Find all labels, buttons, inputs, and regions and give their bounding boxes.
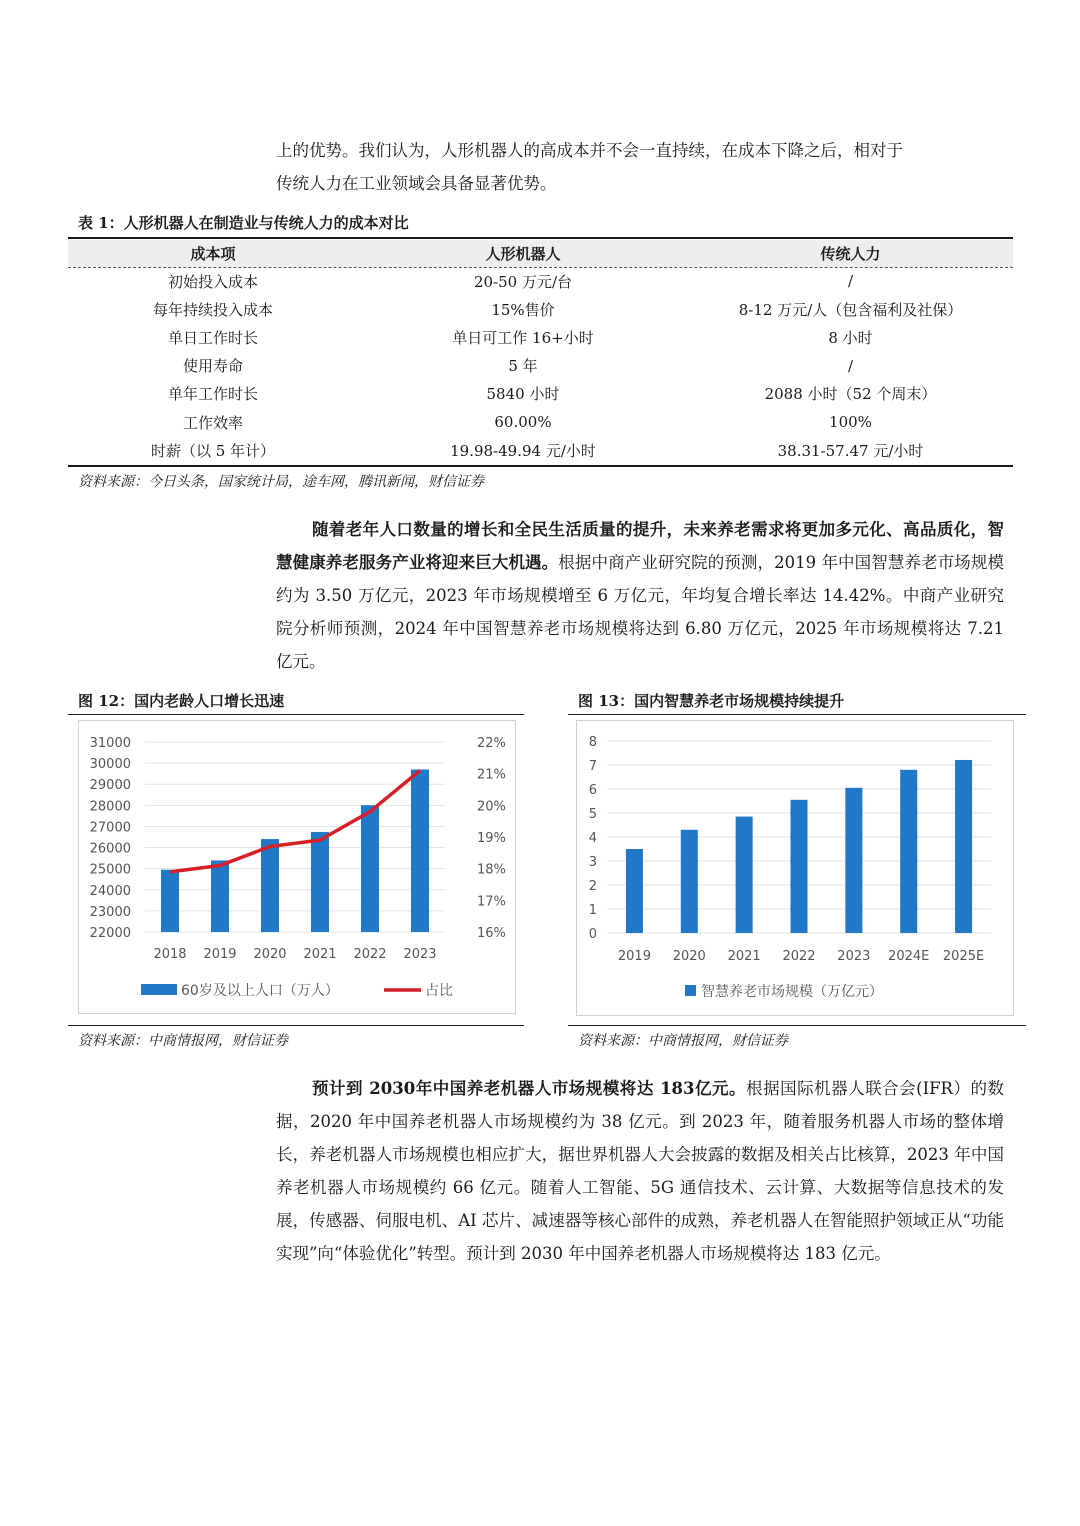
intro-line-1: 上的优势。我们认为，人形机器人的高成本并不会一直持续，在成本下降之后，相对于 bbox=[276, 141, 903, 160]
x-tick-label: 2020 bbox=[672, 949, 706, 964]
table-cell: 20-50 万元/台 bbox=[473, 272, 573, 291]
y2-tick-label: 21% bbox=[477, 767, 506, 783]
legend-label-bar: 60岁及以上人口（万人） bbox=[181, 983, 339, 999]
y-tick-label: 22000 bbox=[89, 926, 131, 941]
y-tick-label: 23000 bbox=[89, 904, 131, 920]
table-cell: 单日可工作 16+小时 bbox=[452, 328, 594, 347]
x-tick-label: 2025E bbox=[942, 949, 985, 964]
table-cell: 单日工作时长 bbox=[167, 328, 258, 347]
table-cell: / bbox=[847, 272, 854, 291]
legend-swatch-bar bbox=[141, 984, 177, 995]
table-cell: 15%售价 bbox=[491, 300, 555, 319]
y-tick-label: 27000 bbox=[89, 820, 131, 836]
x-tick-label: 2022 bbox=[782, 949, 816, 964]
paragraph-bold-lead: 预计到 2030年中国养老机器人市场规模将达 183亿元。 bbox=[312, 1079, 747, 1098]
table-cell: 100% bbox=[829, 413, 872, 432]
table-cell: / bbox=[847, 356, 854, 375]
chart-elderly-population bbox=[78, 720, 516, 1014]
y-tick-label: 7 bbox=[588, 759, 597, 774]
y-tick-label: 2 bbox=[588, 879, 597, 894]
figure-13-source: 资料来源：中商情报网，财信证券 bbox=[578, 1033, 788, 1049]
table-row bbox=[68, 352, 1013, 380]
bar bbox=[161, 870, 179, 932]
x-tick-label: 2018 bbox=[153, 947, 187, 962]
series-line bbox=[170, 771, 420, 872]
table-cell: 5840 小时 bbox=[486, 385, 560, 404]
paragraph-elderly-robot-market bbox=[276, 1072, 1004, 1270]
table-cell: 初始投入成本 bbox=[167, 272, 258, 291]
x-tick-label: 2022 bbox=[353, 947, 387, 962]
bar bbox=[845, 788, 862, 933]
bar bbox=[626, 849, 643, 933]
y2-tick-label: 22% bbox=[477, 736, 506, 751]
table-row bbox=[68, 436, 1013, 464]
y-tick-label: 30000 bbox=[89, 757, 131, 773]
table-cell: 每年持续投入成本 bbox=[152, 300, 273, 319]
table-row bbox=[68, 380, 1013, 408]
bar bbox=[955, 760, 972, 933]
x-tick-label: 2021 bbox=[727, 949, 761, 964]
header-cell: 传统人力 bbox=[688, 240, 1013, 267]
x-tick-label: 2023 bbox=[837, 949, 871, 964]
table-row bbox=[68, 408, 1013, 436]
y2-tick-label: 17% bbox=[477, 894, 506, 910]
paragraph-body: 根据国际机器人联合会(IFR）的数据，2020 年中国养老机器人市场规模约为 38 亿元。到 2023 年，随着服务机器人市场的整体增长，养老机器人市场规模也相应扩大，据世界机器人大会披露的数据及相关占比核算，2023 年中国养老机器人市场规模约 66 亿元。随着人工智能、5G 通信技术、云计算、大数据等信息技术的发展，传感器、伺服电机、AI 芯片、减速器等核心部件的成熟，养老机器人在智能照护领域正从“功能实现”向“体验优化”转型。预计到 2030 年中国养老机器人市场规模将达 183 亿元。 bbox=[276, 1079, 1004, 1263]
x-tick-label: 2019 bbox=[203, 947, 237, 962]
table-source: 资料来源：今日头条，国家统计局，途车网，腾讯新闻，财信证券 bbox=[78, 474, 484, 490]
table-cell: 8-12 万元/人（包含福利及社保） bbox=[738, 300, 963, 319]
table-cell: 5 年 bbox=[508, 357, 538, 376]
x-tick-label: 2023 bbox=[403, 947, 437, 962]
y-tick-label: 6 bbox=[588, 783, 597, 798]
table-top-rule bbox=[68, 237, 1013, 239]
legend-label-line: 占比 bbox=[425, 983, 453, 999]
x-tick-label: 2021 bbox=[303, 947, 337, 962]
figure-12-rule bbox=[68, 714, 524, 715]
legend-swatch-bar bbox=[685, 985, 696, 996]
paragraph-body: 根据中商产业研究院的预测，2019 年中国智慧养老市场规模约为 3.50 万亿元，2023 年市场规模增至 6 万亿元，年均复合增长率达 14.42%。中商产业研究院分析师预测，2024 年中国智慧养老市场规模将达到 6.80 万亿元，2025 年市场规模将达 7.21 亿元。 bbox=[276, 553, 1004, 671]
table-row bbox=[68, 267, 1013, 295]
chart-13-svg bbox=[577, 721, 1013, 1015]
table-cell: 使用寿命 bbox=[182, 357, 243, 376]
x-tick-label: 2024E bbox=[888, 949, 930, 964]
bar bbox=[211, 860, 229, 932]
bar bbox=[311, 832, 329, 932]
y-tick-label: 5 bbox=[588, 807, 597, 822]
bar bbox=[681, 830, 698, 933]
y2-tick-label: 20% bbox=[477, 799, 506, 815]
paragraph-bold-lead: 随着老年人口数量的增长和全民生活质量的提升，未来养老需求将更加多元化、高品质化，智慧健康养老服务产业将迎来巨大机遇。 bbox=[276, 520, 1004, 572]
y-tick-label: 31000 bbox=[89, 736, 131, 751]
table-row bbox=[68, 295, 1013, 323]
y-tick-label: 3 bbox=[588, 855, 597, 870]
table-cell: 2088 小时（52 个周末） bbox=[764, 385, 937, 404]
y-tick-label: 28000 bbox=[89, 799, 131, 815]
table-cell: 60.00% bbox=[494, 413, 552, 432]
y2-tick-label: 18% bbox=[477, 862, 506, 878]
y-tick-label: 26000 bbox=[89, 841, 131, 857]
chart-smart-elderly-market bbox=[576, 720, 1014, 1016]
bar bbox=[261, 839, 279, 932]
table-row bbox=[68, 323, 1013, 351]
y-tick-label: 29000 bbox=[89, 778, 131, 794]
cost-comparison-table bbox=[68, 240, 1013, 464]
table-header-row bbox=[68, 240, 1013, 267]
y-tick-label: 25000 bbox=[89, 862, 131, 878]
bar bbox=[791, 800, 808, 933]
chart-12-svg bbox=[79, 721, 515, 1013]
figure-13-bottom-rule bbox=[568, 1025, 1026, 1026]
x-tick-label: 2020 bbox=[253, 947, 287, 962]
table-cell: 单年工作时长 bbox=[167, 385, 258, 404]
y-tick-label: 24000 bbox=[89, 883, 131, 899]
intro-line-2: 传统人力在工业领域会具备显著优势。 bbox=[276, 174, 557, 193]
x-tick-label: 2019 bbox=[617, 949, 651, 964]
figure-13-rule bbox=[568, 714, 1026, 715]
y-tick-label: 8 bbox=[588, 735, 597, 750]
y2-tick-label: 19% bbox=[477, 831, 506, 846]
bar bbox=[361, 805, 379, 932]
table-cell: 19.98-49.94 元/小时 bbox=[450, 441, 596, 460]
table-cell: 时薪（以 5 年计） bbox=[150, 441, 276, 460]
table-cell: 工作效率 bbox=[182, 413, 243, 432]
figure-12-caption: 图 12：国内老龄人口增长迅速 bbox=[78, 692, 285, 710]
table-cell: 38.31-57.47 元/小时 bbox=[777, 441, 924, 460]
bar bbox=[411, 770, 429, 932]
figure-12-bottom-rule bbox=[68, 1025, 524, 1026]
y-tick-label: 4 bbox=[588, 831, 597, 846]
table-cell: 8 小时 bbox=[828, 328, 873, 347]
bar bbox=[900, 770, 917, 933]
figure-12-source: 资料来源：中商情报网，财信证券 bbox=[78, 1033, 288, 1049]
legend-label-bar: 智慧养老市场规模（万亿元） bbox=[701, 984, 883, 1000]
y-tick-label: 0 bbox=[588, 927, 597, 942]
header-cell: 人形机器人 bbox=[358, 240, 688, 267]
table-bottom-rule bbox=[68, 465, 1013, 467]
table-caption: 表 1：人形机器人在制造业与传统人力的成本对比 bbox=[78, 214, 409, 232]
paragraph-smart-elderly-care bbox=[276, 513, 1004, 678]
table-header-divider bbox=[68, 267, 1013, 268]
header-cell: 成本项 bbox=[68, 240, 358, 267]
y-tick-label: 1 bbox=[588, 903, 597, 918]
y2-tick-label: 16% bbox=[477, 926, 506, 941]
figure-13-caption: 图 13：国内智慧养老市场规模持续提升 bbox=[578, 692, 845, 710]
bar bbox=[736, 817, 753, 933]
